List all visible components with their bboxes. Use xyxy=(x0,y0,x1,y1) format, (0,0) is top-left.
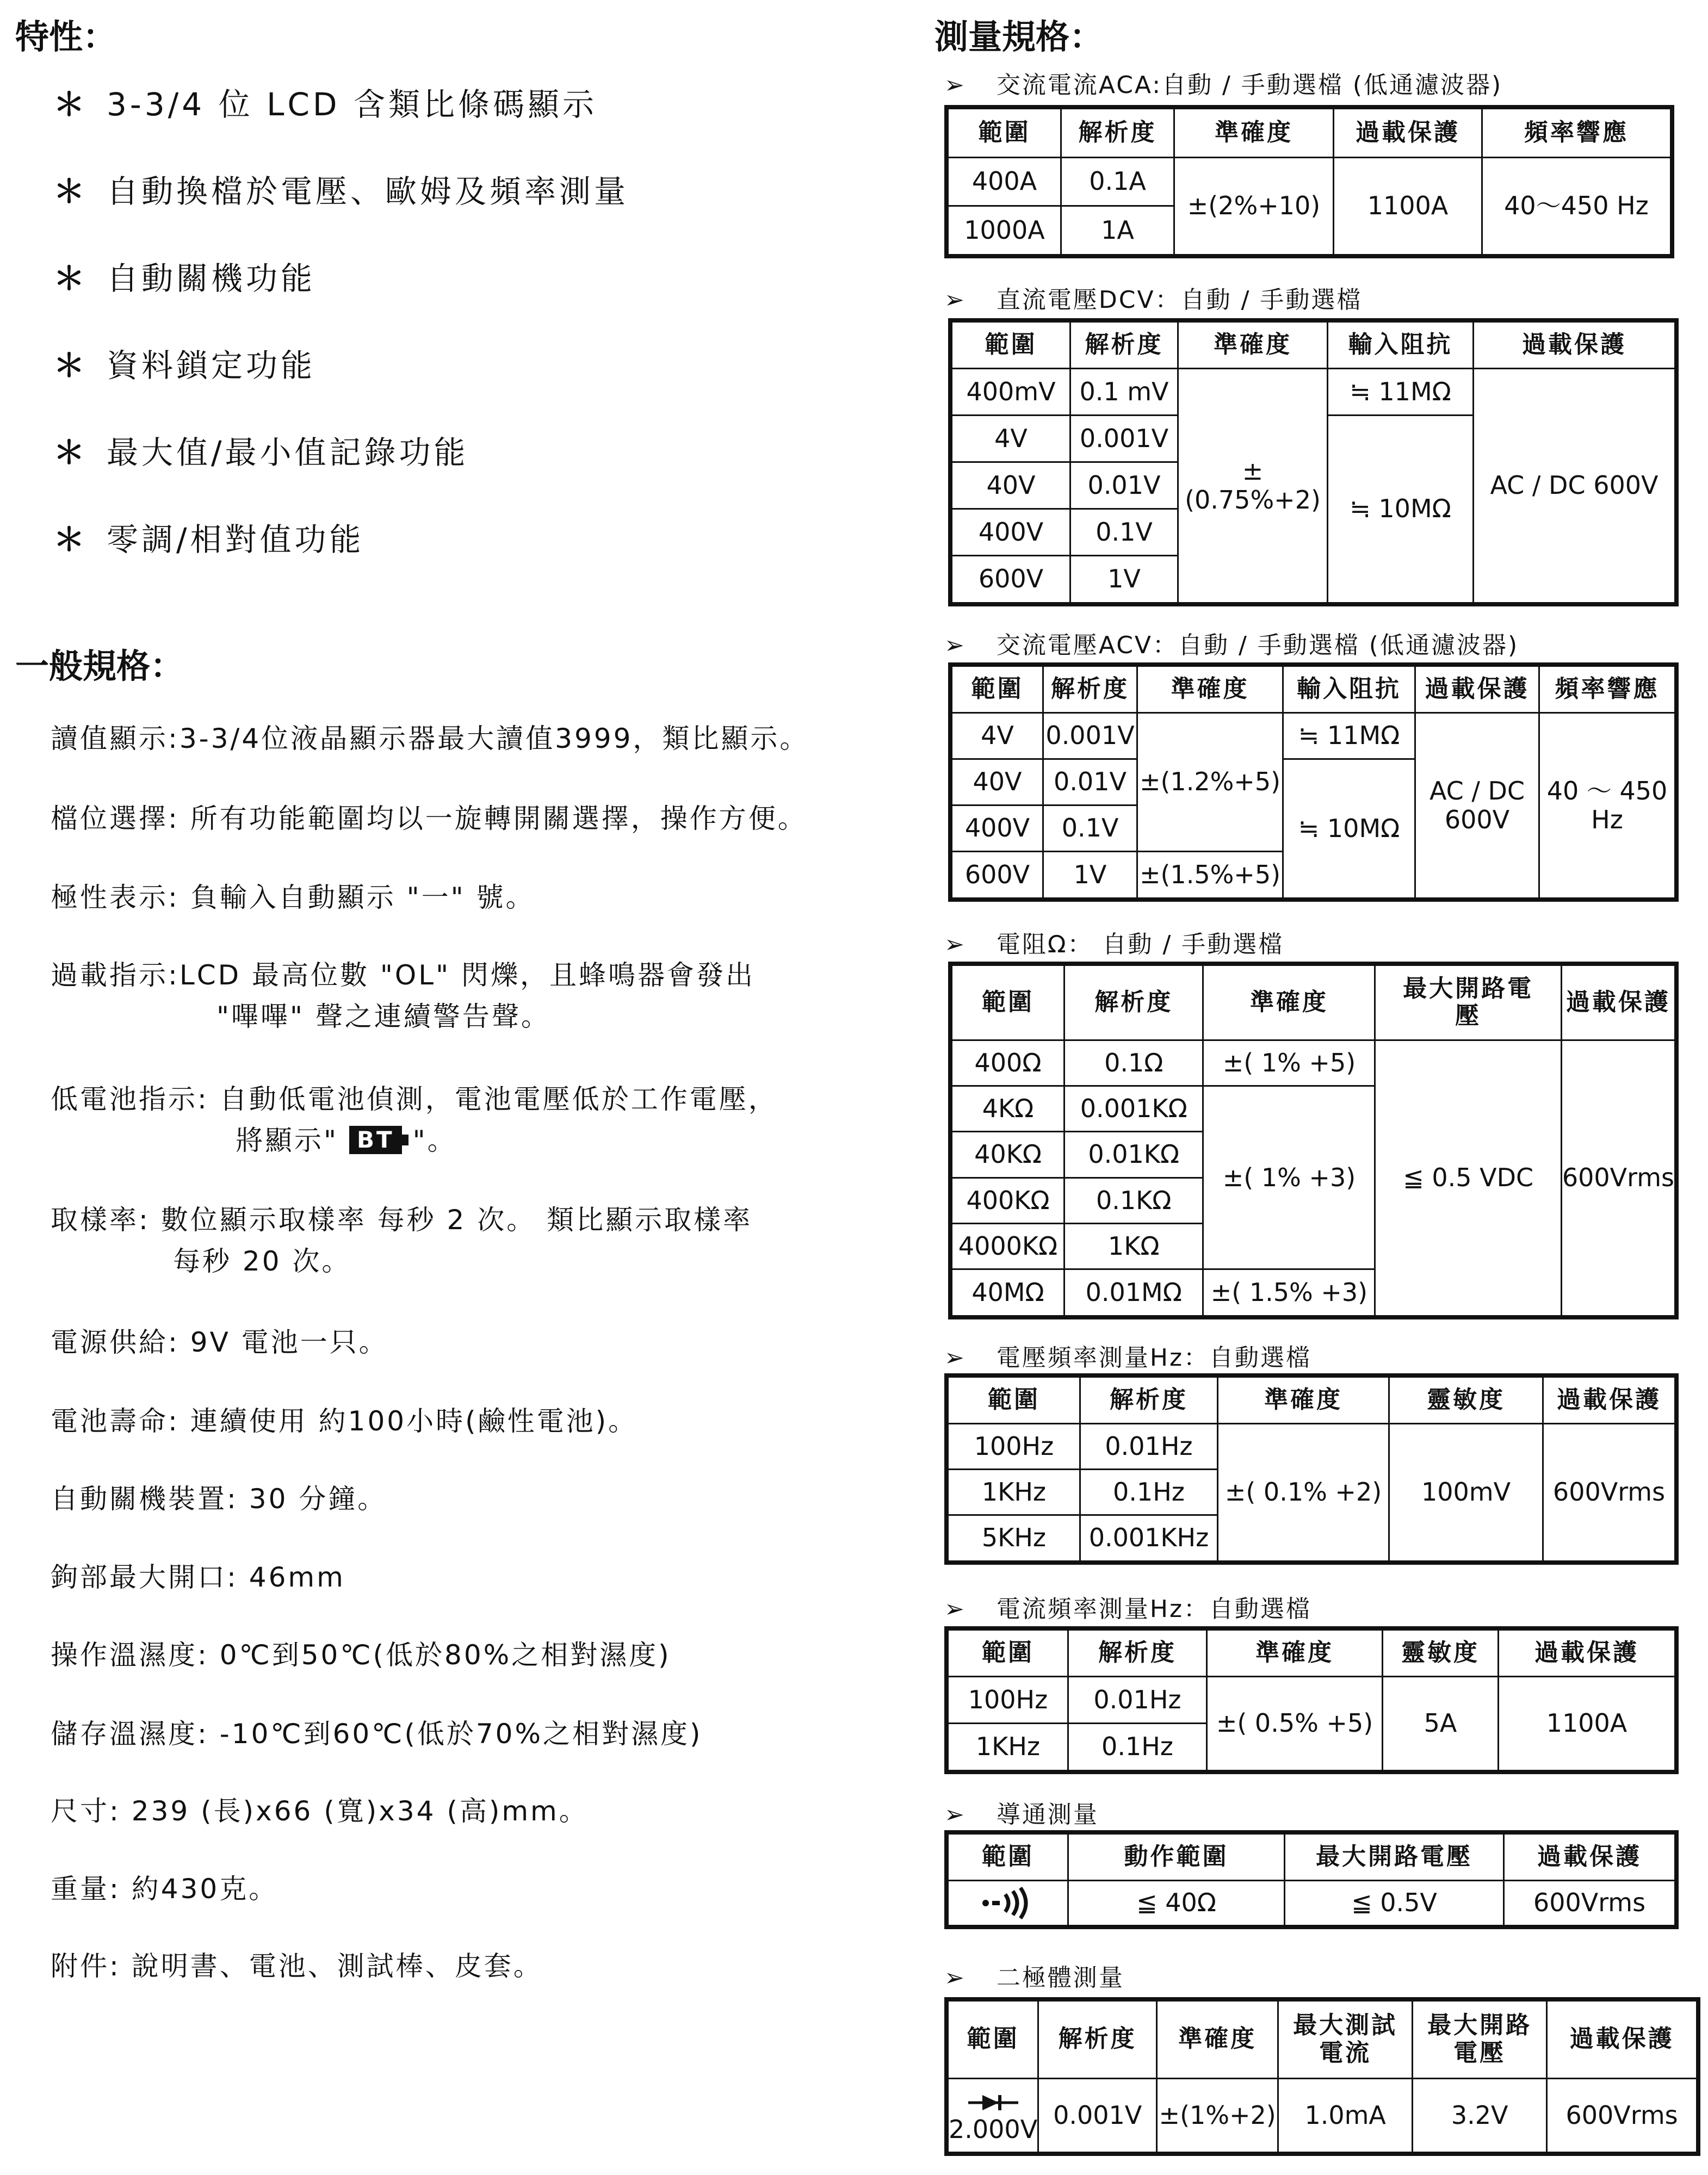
general-value: 9V 電池一只。 xyxy=(190,1327,388,1358)
ahz-table xyxy=(944,1626,1679,1774)
table-header: 頻率響應 xyxy=(1482,107,1673,157)
features-title: 特性： xyxy=(15,17,117,57)
table-cell: 0.1V xyxy=(1043,805,1137,851)
table-cell: 600V xyxy=(950,851,1043,900)
table-header: 準確度 xyxy=(1203,964,1375,1040)
aca-subtitle xyxy=(944,65,1502,100)
table-header: 範圍 xyxy=(946,1999,1038,2078)
general-value-cont: "嗶嗶" 聲之連續警告聲。 xyxy=(216,1001,550,1032)
table-cell: 4000KΩ xyxy=(950,1223,1065,1269)
general-label: 電源供給: xyxy=(51,1327,180,1358)
table-cell: 0.01V xyxy=(1070,462,1178,509)
asterisk-icon: ＊ xyxy=(53,521,89,558)
ohm-table xyxy=(948,962,1679,1319)
table-cell: 600Vrms xyxy=(1547,2078,1698,2154)
table-cell: 5A xyxy=(1383,1676,1499,1772)
vhz-subtitle xyxy=(944,1338,1311,1373)
general-item xyxy=(51,798,807,839)
continuity-table xyxy=(944,1830,1679,1929)
general-label: 儲存溫濕度: xyxy=(51,1718,209,1750)
cont-title: 導通測量 xyxy=(996,1801,1099,1829)
table-header: 準確度 xyxy=(1178,320,1328,368)
diode-subtitle xyxy=(944,1958,1124,1993)
table-cell xyxy=(946,1880,1068,1927)
general-label: 低電池指示: xyxy=(51,1083,209,1115)
feature-item xyxy=(53,514,364,560)
table-cell: 0.1V xyxy=(1070,509,1178,555)
general-label: 過載指示: xyxy=(51,959,180,991)
table-cell: ≦ 0.5V xyxy=(1285,1880,1504,1927)
table-cell: 0.01Hz xyxy=(1080,1423,1218,1469)
ohm-title: 電阻Ω： 自動 / 手動選檔 xyxy=(996,931,1284,958)
general-item xyxy=(51,955,755,1037)
table-header-row xyxy=(946,1999,1698,2078)
table-cell: ±(2%+10) xyxy=(1174,157,1334,256)
table-header-row xyxy=(950,320,1676,368)
dcv-title: 直流電壓DCV：自動 / 手動選檔 xyxy=(996,286,1363,314)
table-cell: 40V xyxy=(950,759,1043,805)
table-cell: AC / DC 600V xyxy=(1415,712,1539,900)
general-label: 電池壽命: xyxy=(51,1405,180,1437)
table-cell: 1KHz xyxy=(946,1723,1068,1772)
general-value: 0℃到50℃(低於80%之相對濕度) xyxy=(219,1639,671,1671)
table-header: 過載保護 xyxy=(1474,320,1677,368)
table-header: 準確度 xyxy=(1157,1999,1278,2078)
general-label: 重量: xyxy=(51,1873,121,1905)
table-header: 解析度 xyxy=(1065,964,1203,1040)
general-label: 尺寸: xyxy=(51,1795,121,1827)
table-header: 準確度 xyxy=(1218,1375,1389,1423)
general-label: 附件: xyxy=(51,1950,121,1982)
feature-item xyxy=(53,340,315,386)
aca-title: 交流電流ACA:自動 / 手動選檔 (低通濾波器) xyxy=(996,71,1503,99)
table-cell: 0.01Hz xyxy=(1068,1676,1207,1723)
table-cell: ±(1.5%+5) xyxy=(1137,851,1283,900)
general-label: 取樣率: xyxy=(51,1204,150,1236)
table-cell: ±(1%+2) xyxy=(1157,2078,1278,2154)
table-cell: 0.01V xyxy=(1043,759,1137,805)
feature-text: 零調/相對值功能 xyxy=(107,521,364,558)
table-cell: 0.1Hz xyxy=(1068,1723,1207,1772)
table-cell: 1A xyxy=(1061,206,1174,256)
general-item xyxy=(51,1868,278,1910)
table-cell: ±(1.2%+5) xyxy=(1137,712,1283,851)
general-item xyxy=(51,1557,345,1598)
cont-subtitle xyxy=(944,1795,1099,1830)
table-header: 動作範圍 xyxy=(1068,1832,1285,1880)
table-header: 解析度 xyxy=(1070,320,1178,368)
arrow-icon: ➢ xyxy=(944,631,966,659)
table-cell: 600Vrms xyxy=(1504,1880,1677,1927)
table-cell: AC / DC 600V xyxy=(1474,368,1677,604)
table-row xyxy=(946,1880,1676,1927)
general-label: 鉤部最大開口: xyxy=(51,1561,238,1593)
general-label: 自動關機裝置: xyxy=(51,1483,238,1515)
table-header: 範圍 xyxy=(946,1375,1080,1423)
table-cell: 0.1Hz xyxy=(1080,1469,1218,1515)
table-cell: ±( 1.5% +3) xyxy=(1203,1269,1375,1317)
table-header: 範圍 xyxy=(946,1628,1068,1676)
general-value-post: "。 xyxy=(412,1125,457,1156)
general-item xyxy=(51,1401,638,1442)
general-value: 負輸入自動顯示 "一" 號。 xyxy=(190,882,535,913)
table-header-row xyxy=(946,107,1672,157)
general-value-cont xyxy=(51,1125,457,1156)
general-label: 極性表示: xyxy=(51,882,180,913)
table-cell: 600Vrms xyxy=(1561,1040,1676,1317)
table-cell: ±( 0.5% +5) xyxy=(1207,1676,1383,1772)
table-cell xyxy=(946,2078,1038,2154)
table-header: 最大開路電壓 xyxy=(1285,1832,1504,1880)
diode-icon xyxy=(966,2092,1020,2114)
table-header: 最大開路電壓 xyxy=(1375,964,1561,1040)
table-header: 最大測試電流 xyxy=(1278,1999,1413,2078)
general-item xyxy=(51,1713,703,1755)
table-cell: 400V xyxy=(950,509,1070,555)
asterisk-icon: ＊ xyxy=(53,173,89,210)
general-title: 一般規格： xyxy=(15,646,184,686)
ohm-subtitle xyxy=(944,925,1284,959)
table-cell: ≒ 11MΩ xyxy=(1328,368,1474,415)
general-item xyxy=(51,1478,387,1520)
general-value: 3-3/4位液晶顯示器最大讀值3999，類比顯示。 xyxy=(179,723,809,754)
table-cell: 0.001V xyxy=(1070,415,1178,462)
table-cell: 0.1KΩ xyxy=(1065,1178,1203,1223)
table-cell: 40MΩ xyxy=(950,1269,1065,1317)
feature-item xyxy=(53,166,629,212)
table-cell: 0.001V xyxy=(1038,2078,1157,2154)
table-row xyxy=(946,1423,1676,1469)
general-label: 操作溫濕度: xyxy=(51,1639,209,1671)
table-header: 範圍 xyxy=(950,964,1065,1040)
table-cell: 40V xyxy=(950,462,1070,509)
table-row xyxy=(946,157,1672,206)
feature-text: 最大值/最小值記錄功能 xyxy=(107,434,469,471)
table-cell: 100Hz xyxy=(946,1676,1068,1723)
table-header: 範圍 xyxy=(946,1832,1068,1880)
table-header: 解析度 xyxy=(1080,1375,1218,1423)
general-value: -10℃到60℃(低於70%之相對濕度) xyxy=(219,1718,703,1750)
general-value-pre: 將顯示" xyxy=(236,1125,338,1156)
vhz-table xyxy=(944,1373,1679,1565)
feature-text: 3-3/4 位 LCD 含類比條碼顯示 xyxy=(107,86,597,123)
table-cell: 0.01KΩ xyxy=(1065,1132,1203,1178)
general-label: 檔位選擇: xyxy=(51,803,180,834)
table-header: 頻率響應 xyxy=(1539,665,1677,712)
general-item xyxy=(51,1945,543,1987)
table-header: 最大開路電壓 xyxy=(1413,1999,1547,2078)
table-header: 準確度 xyxy=(1137,665,1283,712)
table-cell: 1100A xyxy=(1334,157,1482,256)
table-header: 準確度 xyxy=(1174,107,1334,157)
table-cell: 600V xyxy=(950,555,1070,604)
feature-item xyxy=(53,427,469,473)
arrow-icon: ➢ xyxy=(944,1801,966,1829)
table-cell: ±( 1% +3) xyxy=(1203,1086,1375,1269)
table-cell: 400KΩ xyxy=(950,1178,1065,1223)
table-cell: 400A xyxy=(946,157,1061,206)
table-header: 解析度 xyxy=(1068,1628,1207,1676)
table-cell: ±( 0.1% +2) xyxy=(1218,1423,1389,1563)
table-cell: 4KΩ xyxy=(950,1086,1065,1131)
table-header-row xyxy=(946,1375,1676,1423)
general-value: 239 (長)x66 (寬)x34 (高)mm。 xyxy=(131,1795,589,1827)
feature-item xyxy=(53,79,597,125)
table-cell: ≒ 11MΩ xyxy=(1283,712,1415,759)
table-cell: 0.01MΩ xyxy=(1065,1269,1203,1317)
table-header: 過載保護 xyxy=(1415,665,1539,712)
battery-icon: BT xyxy=(349,1126,402,1154)
table-header: 範圍 xyxy=(950,665,1043,712)
table-cell: ≒ 10MΩ xyxy=(1328,415,1474,604)
table-cell: 40～450 Hz xyxy=(1482,157,1673,256)
table-cell: 40KΩ xyxy=(950,1132,1065,1178)
table-cell: 0.001KHz xyxy=(1080,1515,1218,1563)
general-value: 數位顯示取樣率 每秒 2 次。 類比顯示取樣率 xyxy=(160,1204,753,1236)
table-cell: 0.1A xyxy=(1061,157,1174,206)
table-cell: 100Hz xyxy=(946,1423,1080,1469)
feature-text: 資料鎖定功能 xyxy=(107,347,316,384)
table-header: 過載保護 xyxy=(1543,1375,1677,1423)
table-cell: 0.001KΩ xyxy=(1065,1086,1203,1131)
table-cell: 40 ～ 450 Hz xyxy=(1539,712,1677,900)
table-header-row xyxy=(946,1832,1676,1880)
table-cell: 1000A xyxy=(946,206,1061,256)
table-cell: 1.0mA xyxy=(1278,2078,1413,2154)
table-cell: 600Vrms xyxy=(1543,1423,1677,1563)
acv-table xyxy=(948,662,1679,902)
table-cell: 0.1Ω xyxy=(1065,1040,1203,1086)
general-value: LCD 最高位數 "OL" 閃爍，且蜂鳴器會發出 xyxy=(179,959,756,991)
table-header: 過載保護 xyxy=(1334,107,1482,157)
table-header: 輸入阻抗 xyxy=(1283,665,1415,712)
table-header-row xyxy=(946,1628,1676,1676)
asterisk-icon: ＊ xyxy=(53,86,89,123)
arrow-icon: ➢ xyxy=(944,71,966,99)
diode-range: 2.000V xyxy=(949,2115,1038,2145)
table-header: 靈敏度 xyxy=(1383,1628,1499,1676)
table-header: 過載保護 xyxy=(1499,1628,1677,1676)
table-header: 輸入阻抗 xyxy=(1328,320,1474,368)
table-header: 過載保護 xyxy=(1561,964,1676,1040)
asterisk-icon: ＊ xyxy=(53,434,89,471)
general-value: 所有功能範圍均以一旋轉開關選擇，操作方便。 xyxy=(190,803,807,834)
dcv-subtitle xyxy=(944,280,1362,315)
table-cell: 400V xyxy=(950,805,1043,851)
table-header: 靈敏度 xyxy=(1389,1375,1543,1423)
table-header: 過載保護 xyxy=(1547,1999,1698,2078)
general-value: 說明書、電池、測試棒、皮套。 xyxy=(131,1950,543,1982)
feature-text: 自動關機功能 xyxy=(107,260,316,297)
table-cell: 1KΩ xyxy=(1065,1223,1203,1269)
general-item xyxy=(51,1634,671,1676)
table-header: 解析度 xyxy=(1061,107,1174,157)
table-cell: 400Ω xyxy=(950,1040,1065,1086)
arrow-icon: ➢ xyxy=(944,1595,966,1623)
vhz-title: 電壓頻率測量Hz：自動選檔 xyxy=(996,1344,1312,1372)
general-item xyxy=(51,1322,388,1363)
ahz-subtitle xyxy=(944,1589,1311,1624)
table-header: 準確度 xyxy=(1207,1628,1383,1676)
table-header: 範圍 xyxy=(946,107,1061,157)
diode-title: 二極體測量 xyxy=(996,1964,1124,1992)
general-value-cont: 每秒 20 次。 xyxy=(173,1245,351,1277)
spec-title: 測量規格： xyxy=(935,17,1104,57)
feature-text: 自動換檔於電壓、歐姆及頻率測量 xyxy=(107,173,629,210)
table-cell: ±( 1% +5) xyxy=(1203,1040,1375,1086)
table-cell: 5KHz xyxy=(946,1515,1080,1563)
general-value: 連續使用 約100小時(鹼性電池)。 xyxy=(190,1405,638,1437)
table-cell: 1V xyxy=(1070,555,1178,604)
diode-table xyxy=(944,1997,1700,2156)
arrow-icon: ➢ xyxy=(944,931,966,958)
table-cell: ±(0.75%+2) xyxy=(1178,368,1328,604)
table-header: 解析度 xyxy=(1043,665,1137,712)
table-cell: ≦ 40Ω xyxy=(1068,1880,1285,1927)
table-cell: 400mV xyxy=(950,368,1070,415)
table-cell: 1KHz xyxy=(946,1469,1080,1515)
table-header: 過載保護 xyxy=(1504,1832,1677,1880)
table-cell: ≦ 0.5 VDC xyxy=(1375,1040,1561,1317)
general-label: 讀值顯示: xyxy=(51,723,180,754)
table-cell: 3.2V xyxy=(1413,2078,1547,2154)
table-header: 範圍 xyxy=(950,320,1070,368)
general-item xyxy=(51,1199,752,1282)
table-header: 解析度 xyxy=(1038,1999,1157,2078)
asterisk-icon: ＊ xyxy=(53,260,89,297)
table-cell: 4V xyxy=(950,712,1043,759)
acv-title: 交流電壓ACV：自動 / 手動選檔 (低通濾波器) xyxy=(996,631,1519,659)
general-value: 46mm xyxy=(249,1561,345,1593)
general-value: 30 分鐘。 xyxy=(249,1483,387,1515)
general-value: 約430克。 xyxy=(131,1873,279,1905)
table-cell: 1V xyxy=(1043,851,1137,900)
general-item xyxy=(51,718,809,759)
table-cell: 1100A xyxy=(1499,1676,1677,1772)
arrow-icon: ➢ xyxy=(944,286,966,314)
table-row xyxy=(946,2078,1698,2154)
table-row xyxy=(946,1676,1676,1723)
table-row xyxy=(950,712,1676,759)
table-header-row xyxy=(950,665,1676,712)
aca-table xyxy=(944,105,1674,258)
general-item xyxy=(51,1079,778,1161)
table-row xyxy=(950,368,1676,415)
table-row xyxy=(950,1040,1676,1086)
table-cell: 0.1 mV xyxy=(1070,368,1178,415)
table-header-row xyxy=(950,964,1676,1040)
ahz-title: 電流頻率測量Hz：自動選檔 xyxy=(996,1595,1312,1623)
table-cell: 100mV xyxy=(1389,1423,1543,1563)
continuity-icon xyxy=(978,1887,1038,1919)
arrow-icon: ➢ xyxy=(944,1344,966,1372)
general-value: 自動低電池偵測，電池電壓低於工作電壓， xyxy=(219,1083,778,1115)
table-cell: ≒ 10MΩ xyxy=(1283,759,1415,900)
acv-subtitle xyxy=(944,625,1519,660)
dcv-table xyxy=(948,318,1679,606)
general-item xyxy=(51,877,535,918)
table-cell: 4V xyxy=(950,415,1070,462)
feature-item xyxy=(53,253,315,299)
table-cell: 0.001V xyxy=(1043,712,1137,759)
asterisk-icon: ＊ xyxy=(53,347,89,384)
arrow-icon: ➢ xyxy=(944,1964,966,1992)
general-item xyxy=(51,1790,589,1832)
